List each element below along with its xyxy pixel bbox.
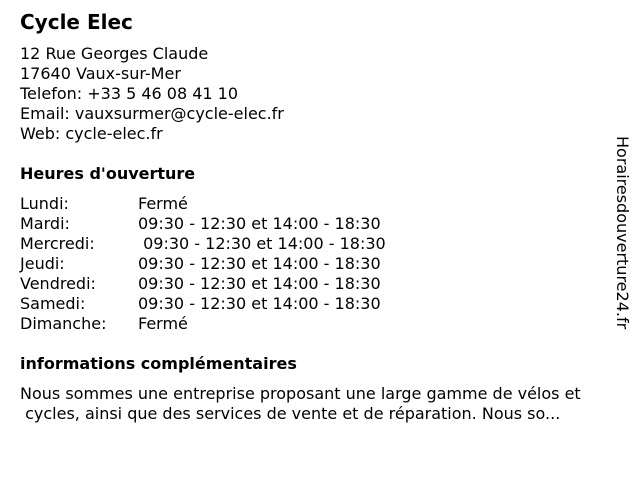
- opening-hours-heading: Heures d'ouverture: [20, 164, 196, 183]
- day-label: Mercredi:: [20, 234, 95, 253]
- additional-info-text: [20, 384, 635, 424]
- day-hours: 09:30 - 12:30 et 14:00 - 18:30: [138, 274, 381, 293]
- address-street: 12 Rue Georges Claude: [20, 44, 209, 63]
- site-brand-vertical: Horairesdouverture24.fr: [613, 136, 632, 330]
- address-city: 17640 Vaux-sur-Mer: [20, 64, 181, 83]
- day-hours: Fermé: [138, 194, 188, 213]
- business-name: Cycle Elec: [20, 10, 133, 34]
- email-address: Email: vauxsurmer@cycle-elec.fr: [20, 104, 284, 123]
- day-hours: 09:30 - 12:30 et 14:00 - 18:30: [138, 294, 381, 313]
- website: Web: cycle-elec.fr: [20, 124, 163, 143]
- day-label: Dimanche:: [20, 314, 107, 333]
- day-label: Samedi:: [20, 294, 86, 313]
- day-hours: 09:30 - 12:30 et 14:00 - 18:30: [138, 254, 381, 273]
- day-label: Vendredi:: [20, 274, 96, 293]
- day-hours: 09:30 - 12:30 et 14:00 - 18:30: [138, 234, 386, 253]
- day-hours: Fermé: [138, 314, 188, 333]
- additional-info-heading: informations complémentaires: [20, 354, 297, 373]
- day-label: Jeudi:: [20, 254, 65, 273]
- day-label: Lundi:: [20, 194, 69, 213]
- contact-block: [20, 44, 284, 144]
- phone-number: Telefon: +33 5 46 08 41 10: [20, 84, 239, 103]
- info-line: cycles, ainsi que des services de vente et de réparation. Nous so...: [20, 404, 561, 423]
- day-label: Mardi:: [20, 214, 70, 233]
- day-hours: 09:30 - 12:30 et 14:00 - 18:30: [138, 214, 381, 233]
- info-line: Nous sommes une entreprise proposant une large gamme de vélos et: [20, 384, 581, 403]
